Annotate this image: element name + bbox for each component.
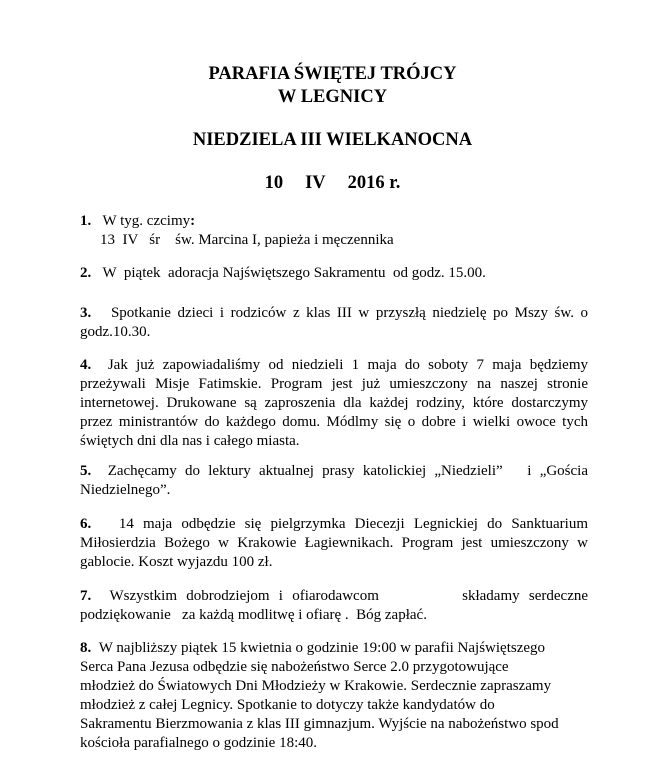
announcement-item-8: [80, 639, 588, 753]
announcement-item-4: [80, 356, 588, 451]
item-line: gablocie. Koszt wyjazdu 100 zł.: [80, 554, 273, 570]
announcement-item-3: [80, 304, 588, 342]
item-line: Serca Pana Jezusa odbędzie się nabożeństwo Serce 2.0 przygotowujące: [80, 659, 509, 675]
item-line: Niedzielnego”.: [80, 482, 171, 498]
item-number: 4.: [80, 357, 92, 373]
announcement-item-1: [80, 212, 588, 250]
date-month: IV: [305, 173, 326, 193]
announcement-item-6: [80, 515, 588, 572]
item-number: 3.: [80, 305, 92, 321]
item-line: Spotkanie dzieci i rodziców z klas III w przyszłą niedzielę po Mszy św. o: [110, 305, 589, 321]
item-detail: 13 IV śr św. Marcina I, papieża i męczennika: [100, 232, 394, 248]
item-number: 6.: [80, 516, 92, 532]
item-line: 14 maja odbędzie się pielgrzymka Diecezji Legnickiej do Sanktuarium: [118, 516, 588, 532]
item-line: internetowej. Drukowane są zaproszenia dla każdej rodziny, które dostarczymy: [80, 395, 588, 411]
item-intro: W tyg. czcimy: [102, 213, 191, 229]
item-line: Zachęcamy do lektury aktualnej prasy katolickiej „Niedzieli” i „Gościa: [107, 463, 589, 479]
parish-city: W LEGNICY: [277, 87, 388, 107]
item-text: W piątek adoracja Najświętszego Sakramentu od godz. 15.00.: [102, 265, 486, 281]
date-suffix: r.: [389, 173, 401, 193]
item-line: młodzież z całej Legnicy. Spotkanie to dotyczy także kandydatów do: [80, 697, 495, 713]
item-line: Sakramentu Bierzmowania z klas III gimnazjum. Wyjście na nabożeństwo spod: [80, 716, 559, 732]
item-line: przez ministrantów do każdego domu. Módlmy się o dobre i wielki owoce tych: [80, 414, 588, 430]
item-line: Miłosierdzia Bożego w Krakowie Łagiewnikach. Program jest umieszczony w: [80, 535, 588, 551]
announcement-item-5: [80, 462, 588, 500]
item-line: Jak już zapowiadaliśmy od niedzieli 1 maja do soboty 7 maja będziemy: [107, 357, 588, 373]
item-number: 5.: [80, 463, 92, 479]
item-number: 1.: [80, 213, 92, 229]
item-line: świętych dni dla nas i całego miasta.: [80, 433, 300, 449]
date-day: 10: [264, 173, 284, 193]
announcement-item-2: [80, 264, 588, 283]
sunday-title: NIEDZIELA III WIELKANOCNA: [192, 130, 473, 150]
date-year: 2016: [347, 173, 385, 193]
parish-name: PARAFIA ŚWIĘTEJ TRÓJCY: [208, 64, 457, 84]
item-intro-colon: :: [190, 213, 196, 229]
item-line: W najbliższy piątek 15 kwietnia o godzinie 19:00 w parafii Najświętszego: [98, 640, 546, 656]
item-line: przeżywali Misje Fatimskie. Program jest już umieszczony na naszej stronie: [80, 376, 588, 392]
item-line: kościoła parafialnego o godzinie 18:40.: [80, 735, 318, 751]
item-number: 2.: [80, 265, 92, 281]
item-number: 8.: [80, 640, 92, 656]
item-line: Wszystkim dobrodziejom i ofiarodawcom składamy serdeczne: [109, 588, 589, 604]
announcement-item-7: [80, 587, 588, 625]
item-line: młodzież do Światowych Dni Młodzieży w Krakowie. Serdecznie zapraszamy: [80, 678, 552, 694]
item-number: 7.: [80, 588, 92, 604]
item-line: godz.10.30.: [80, 324, 151, 340]
announcement-date: [0, 172, 665, 194]
item-line: podziękowanie za każdą modlitwę i ofiarę . Bóg zapłać.: [80, 607, 427, 623]
